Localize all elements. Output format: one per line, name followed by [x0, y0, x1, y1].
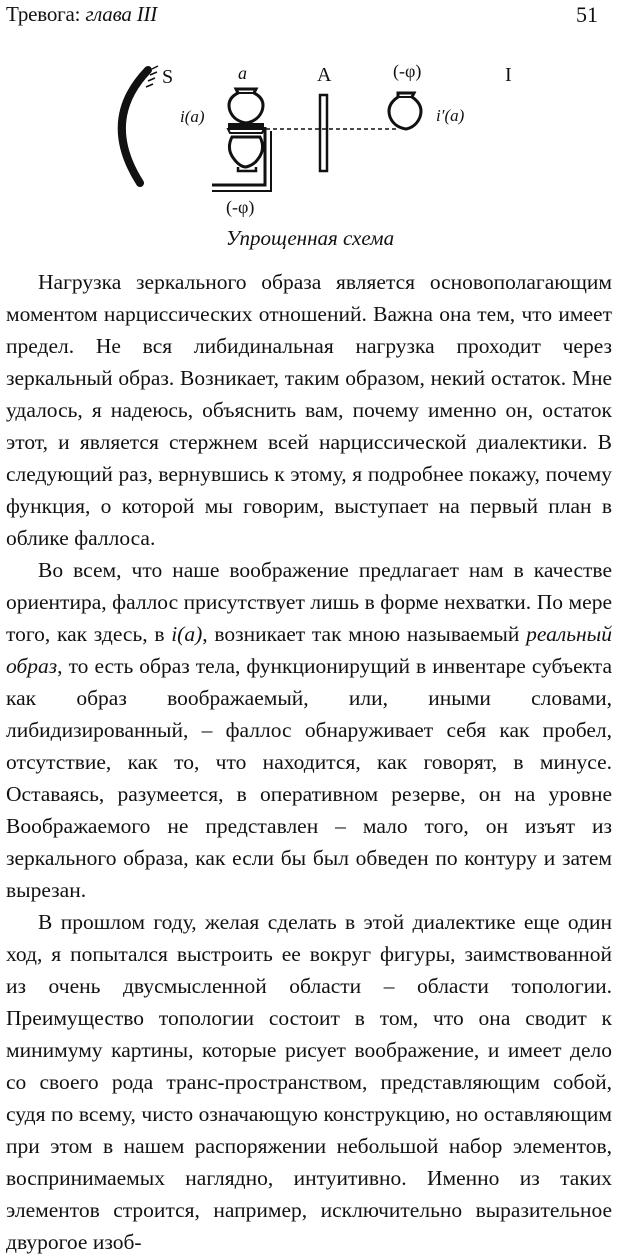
- vase-upright: [229, 89, 263, 123]
- label-i-capital: I: [505, 64, 512, 86]
- p2-part-c: , возникает так мною называемый: [202, 622, 527, 646]
- p2-part-a: Во всем, что наше воображение предлагает нам в качестве ориентира, фаллос присутствует лишь в форме нехватки. По мере того, как здесь, в: [6, 558, 612, 646]
- label-a-capital: A: [317, 64, 332, 86]
- p2-term-i-of-a: i(a): [171, 622, 203, 646]
- label-i-of-a: i(a): [180, 107, 205, 126]
- figure-caption: Упрощенная схема: [225, 226, 395, 250]
- diagram-svg: [0, 55, 620, 225]
- label-phi-top: (-φ): [393, 61, 422, 81]
- plane-mirror: [320, 95, 327, 171]
- page-number: 51: [576, 2, 598, 27]
- optical-diagram: [0, 55, 620, 225]
- vase-inverted: [229, 137, 262, 167]
- concave-mirror: [122, 70, 148, 183]
- paragraph-3: В прошлом году, желая сделать в этой диалектике еще один ход, я попытался выстроить ее вокруг фигуры, заимствованной из очень двусмысленной области – области топологии. Преимущество топологии состоит в том, что она сводит к минимуму картины, которые рисует воображение, и имеет дело со своего рода транс-пространством, представляющим собой, судя по всему, чисто означающую конструкцию, но оставляющим при этом в нашем распоряжении небольшой набор элементов, воспринимаемых наглядно, интуитивно. Именно из таких элементов строится, например, исключительно выразительное двурогое изоб-: [6, 910, 612, 1254]
- p2-term-real-image: реальный образ: [6, 622, 612, 678]
- paragraph-1: Нагрузка зеркального образа является основополагающим моментом нарциссических отношений. Важна она тем, что имеет предел. Не вся либидинальная нагрузка проходит через зеркальный образ. Возникает, таким образом, некий остаток. Мне удалось, я надеюсь, объяснить вам, почему именно он, остаток этот, и является стержнем всей нарциссической диалектики. В следующий раз, вернувшись к этому, я подробнее покажу, почему функция, о которой мы говорим, выступает на первый план в облике фаллоса.: [6, 270, 612, 550]
- label-i-prime-of-a: i′(a): [436, 106, 465, 125]
- header-title-italic: глава III: [85, 2, 158, 26]
- vase-virtual: [389, 93, 421, 129]
- body-text: [6, 266, 612, 1258]
- label-s: S: [162, 66, 174, 88]
- label-phi-bottom: (-φ): [226, 197, 255, 217]
- label-a-small: a: [238, 63, 247, 83]
- paragraph-2: [6, 554, 612, 906]
- header-title-prefix: Тревога:: [6, 2, 81, 26]
- running-header: [6, 2, 157, 27]
- p2-part-e: , то есть образ тела, функционирущий в инвентаре субъекта как образ воображаемый, или, иными словами, либидизированный, – фаллос обнаруживает себя как пробел, отсутствие, как то, что находится, как говорят, в минусе. Оставаясь, разумеется, в оперативном резерве, он на уровне Воображаемого не представлен – мало того, он изъят из зеркального образа, как если бы был обведен по контуру и затем вырезан.: [6, 654, 612, 902]
